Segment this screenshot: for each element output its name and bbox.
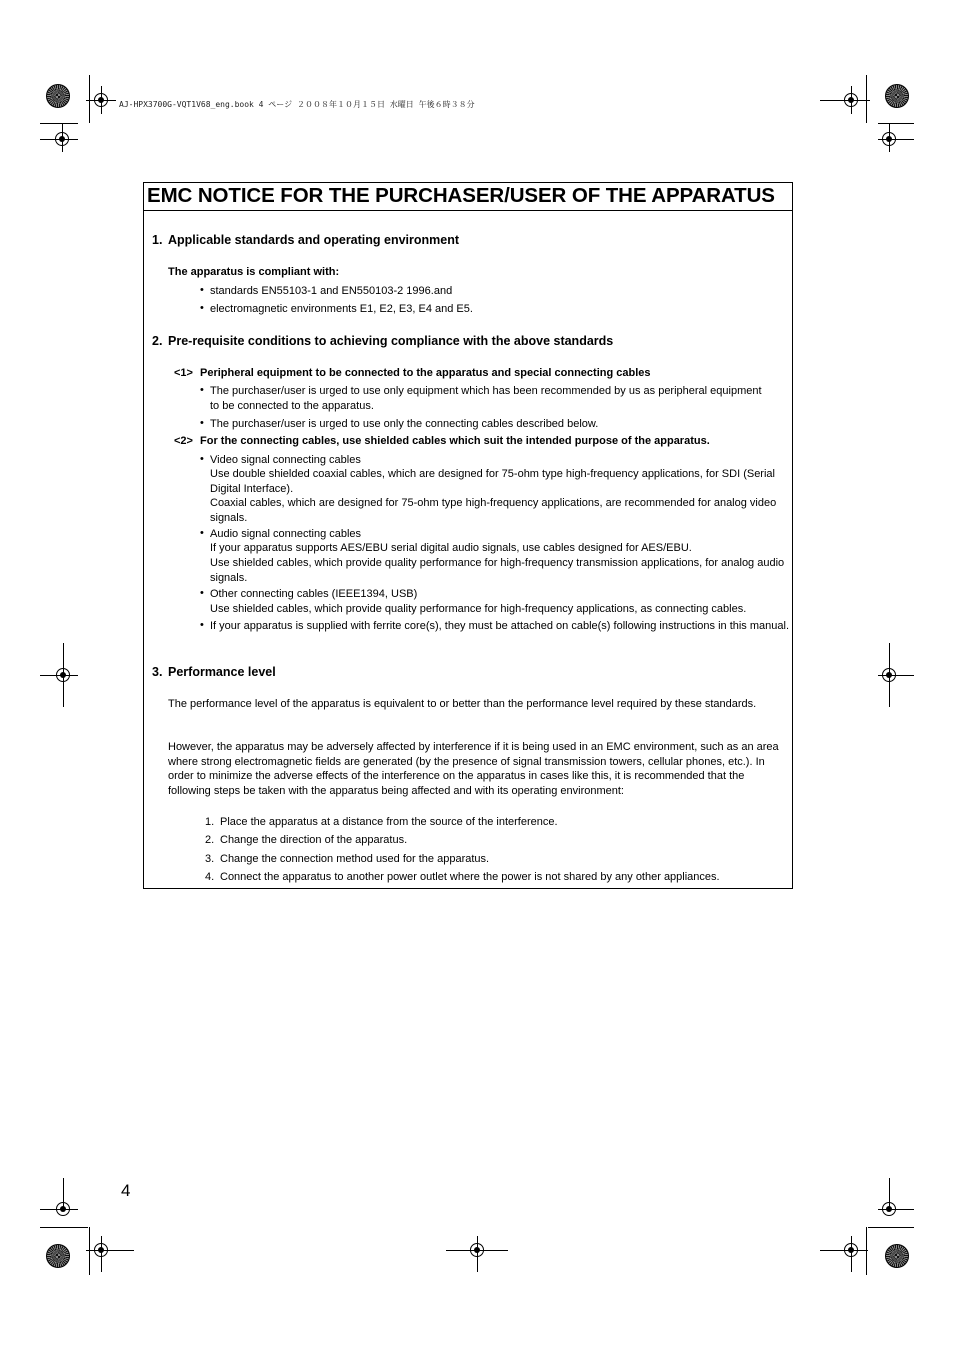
registration-mark-icon — [844, 93, 858, 107]
print-header: AJ-HPX3700G-VQT1V68_eng.book 4 ページ ２００８年１０月１５日 水曜日 午後６時３８分 — [119, 100, 475, 109]
section-number: 1. — [152, 233, 163, 247]
list-item-label: Audio signal connecting cables — [210, 528, 362, 540]
bullet-icon: • — [200, 384, 204, 396]
step-number: 2. — [205, 834, 215, 846]
step-item: Change the direction of the apparatus. — [220, 834, 408, 846]
paragraph: The performance level of the apparatus is equivalent to or better than the performance level required by these standards. — [168, 698, 757, 710]
list-item-text: If your apparatus supports AES/EBU serial digital audio signals, use cables designed for AES/EBU. — [210, 542, 692, 554]
section-intro: The apparatus is compliant with: — [168, 266, 340, 278]
bullet-icon: • — [200, 619, 204, 631]
step-item: Connect the apparatus to another power outlet where the power is not shared by any other appliances. — [220, 871, 720, 883]
registration-mark-icon — [882, 1202, 896, 1216]
sub-heading: For the connecting cables, use shielded cables which suit the intended purpose of the apparatus. — [200, 435, 710, 447]
paragraph: However, the apparatus may be adversely affected by interference if it is being used in an EMC environment, such as an area where strong electromagnetic fields are generated (by the presence of signal transmission towers, cellular phones, etc.). In order to minimize the adverse effects of the interference on the apparatus in cases like this, it is recommended that the following steps be taken with the apparatus being affected and with its operating environment: — [168, 741, 779, 797]
sub-tag: <1> — [174, 367, 193, 379]
step-number: 3. — [205, 853, 215, 865]
section-heading: Applicable standards and operating environment — [168, 233, 460, 247]
section-number: 3. — [152, 665, 163, 679]
step-item: Place the apparatus at a distance from the source of the interference. — [220, 816, 558, 828]
registration-mark-icon — [470, 1243, 484, 1257]
registration-rosette-icon — [46, 1244, 70, 1268]
list-item-label: Video signal connecting cables — [210, 454, 361, 466]
registration-mark-icon — [882, 668, 896, 682]
bullet-icon: • — [200, 284, 204, 296]
step-item: Change the connection method used for the apparatus. — [220, 853, 490, 865]
registration-mark-icon — [844, 1243, 858, 1257]
registration-rosette-icon — [885, 1244, 909, 1268]
registration-mark-icon — [94, 1243, 108, 1257]
step-number: 1. — [205, 816, 215, 828]
sub-tag: <2> — [174, 435, 193, 447]
bullet-icon: • — [200, 302, 204, 314]
section-number: 2. — [152, 334, 163, 348]
page-title: EMC NOTICE FOR THE PURCHASER/USER OF THE APPARATUS — [147, 184, 775, 207]
list-item: The purchaser/user is urged to use only the connecting cables described below. — [210, 418, 599, 430]
sub-heading: Peripheral equipment to be connected to the apparatus and special connecting cables — [200, 367, 651, 379]
step-number: 4. — [205, 871, 215, 883]
list-item: standards EN55103-1 and EN550103-2 1996.and — [210, 285, 453, 297]
bullet-icon: • — [200, 417, 204, 429]
registration-mark-icon — [94, 93, 108, 107]
bullet-icon: • — [200, 527, 204, 539]
registration-mark-icon — [56, 1202, 70, 1216]
list-item-text: Coaxial cables, which are designed for 75-ohm type high-frequency applications, are recommended for analog video signals. — [210, 497, 777, 524]
registration-rosette-icon — [46, 84, 70, 108]
list-item-label: If your apparatus is supplied with ferrite core(s), they must be attached on cable(s) following instructions in this manual. — [210, 620, 789, 632]
registration-rosette-icon — [885, 84, 909, 108]
section-heading: Pre-requisite conditions to achieving compliance with the above standards — [168, 334, 614, 348]
list-item: The purchaser/user is urged to use only equipment which has been recommended by us as peripheral equipment to be connected to the apparatus. — [210, 385, 762, 412]
registration-mark-icon — [882, 132, 896, 146]
bullet-icon: • — [200, 453, 204, 465]
list-item: electromagnetic environments E1, E2, E3, E4 and E5. — [210, 303, 473, 315]
registration-mark-icon — [56, 668, 70, 682]
page-number: 4 — [121, 1181, 131, 1200]
bullet-icon: • — [200, 587, 204, 599]
list-item-text: Use shielded cables, which provide quality performance for high-frequency applications, as connecting cables. — [210, 603, 747, 615]
list-item-text: Use double shielded coaxial cables, which are designed for 75-ohm type high-frequency applications, for SDI (Serial Digital Interface). — [210, 468, 775, 495]
list-item-text: Use shielded cables, which provide quality performance for high-frequency transmission applications, for analog audio signals. — [210, 557, 785, 584]
list-item-label: Other connecting cables (IEEE1394, USB) — [210, 588, 418, 600]
section-heading: Performance level — [168, 665, 276, 679]
registration-mark-icon — [55, 132, 69, 146]
